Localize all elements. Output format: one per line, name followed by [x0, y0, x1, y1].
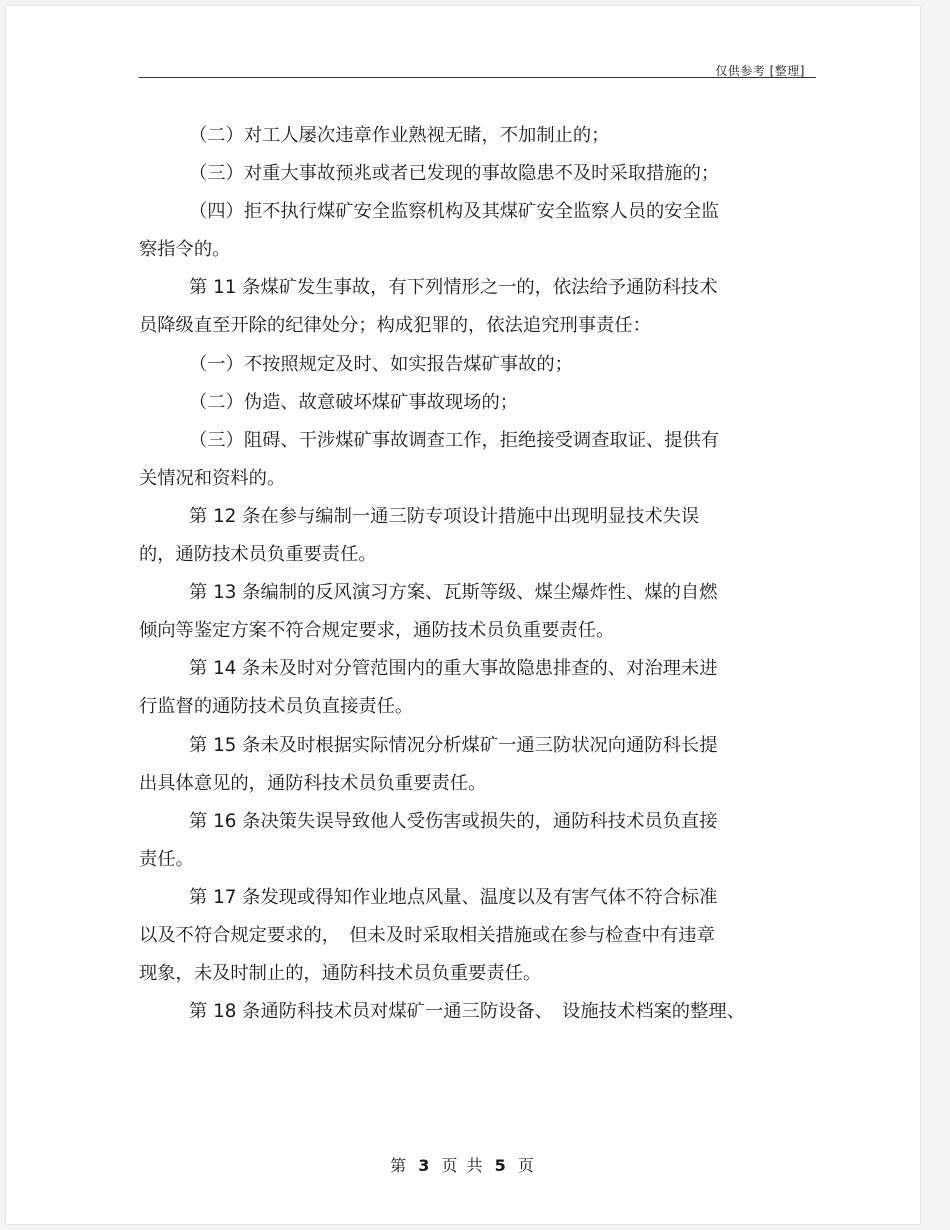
text-line: 察指令的。 — [139, 239, 231, 261]
header-divider — [139, 77, 816, 78]
footer-total-pages: 5 — [494, 1156, 508, 1175]
text-line: 第 11 条煤矿发生事故，有下列情形之一的，依法给予通防科技术 — [189, 277, 718, 299]
text-line: （三）阻碍、干涉煤矿事故调查工作，拒绝接受调查取证、提供有 — [189, 429, 720, 451]
document-body — [139, 117, 816, 1031]
page-footer — [6, 1153, 920, 1176]
footer-prefix: 第 — [390, 1156, 409, 1175]
text-line: 第 15 条未及时根据实际情况分析煤矿一通三防状况向通防科长提 — [189, 734, 718, 756]
text-line: 第 17 条发现或得知作业地点风量、温度以及有害气体不符合标准 — [189, 886, 718, 908]
footer-page-number: 3 — [418, 1156, 432, 1175]
text-line: （二）对工人屡次违章作业熟视无睹，不加制止的； — [189, 125, 610, 146]
text-line: 以及不符合规定要求的， 但未及时采取相关措施或在参与检查中有违章 — [139, 924, 715, 946]
text-line: 关情况和资料的。 — [139, 467, 286, 489]
text-line: 出具体意见的，通防科技术员负重要责任。 — [139, 772, 487, 794]
text-line: 行监督的通防技术员负直接责任。 — [139, 696, 414, 718]
text-line: 第 18 条通防科技术员对煤矿一通三防设备、 设施技术档案的整理、 — [189, 1001, 745, 1023]
text-line: （三）对重大事故预兆或者已发现的事故隐患不及时采取措施的； — [189, 163, 720, 185]
footer-middle: 页 共 — [441, 1156, 485, 1175]
header-note: 仅供参考 [整理] — [715, 64, 805, 78]
text-line: 现象，未及时制止的，通防科技术员负重要责任。 — [139, 963, 542, 985]
text-line: 第 14 条未及时对分管范围内的重大事故隐患排查的、对治理未进 — [189, 658, 718, 680]
text-line: 第 16 条决策失误导致他人受伤害或损失的，通防科技术员负直接 — [189, 810, 718, 832]
text-line: 第 13 条编制的反风演习方案、瓦斯等级、煤尘爆炸性、煤的自燃 — [189, 582, 718, 604]
text-line: （二）伪造、故意破坏煤矿事故现场的； — [189, 391, 519, 413]
text-line: 倾向等鉴定方案不符合规定要求，通防技术员负重要责任。 — [139, 620, 615, 642]
footer-suffix: 页 — [517, 1156, 536, 1175]
document-page — [6, 6, 920, 1224]
text-line: 责任。 — [139, 848, 194, 870]
text-line: 第 12 条在参与编制一通三防专项设计措施中出现明显技术失误 — [189, 505, 700, 527]
text-line: （四）拒不执行煤矿安全监察机构及其煤矿安全监察人员的安全监 — [189, 201, 720, 223]
text-line: 员降级直至开除的纪律处分；构成犯罪的，依法追究刑事责任： — [139, 315, 651, 337]
text-line: （一）不按照规定及时、如实报告煤矿事故的； — [189, 353, 573, 375]
text-line: 的，通防技术员负重要责任。 — [139, 544, 377, 566]
